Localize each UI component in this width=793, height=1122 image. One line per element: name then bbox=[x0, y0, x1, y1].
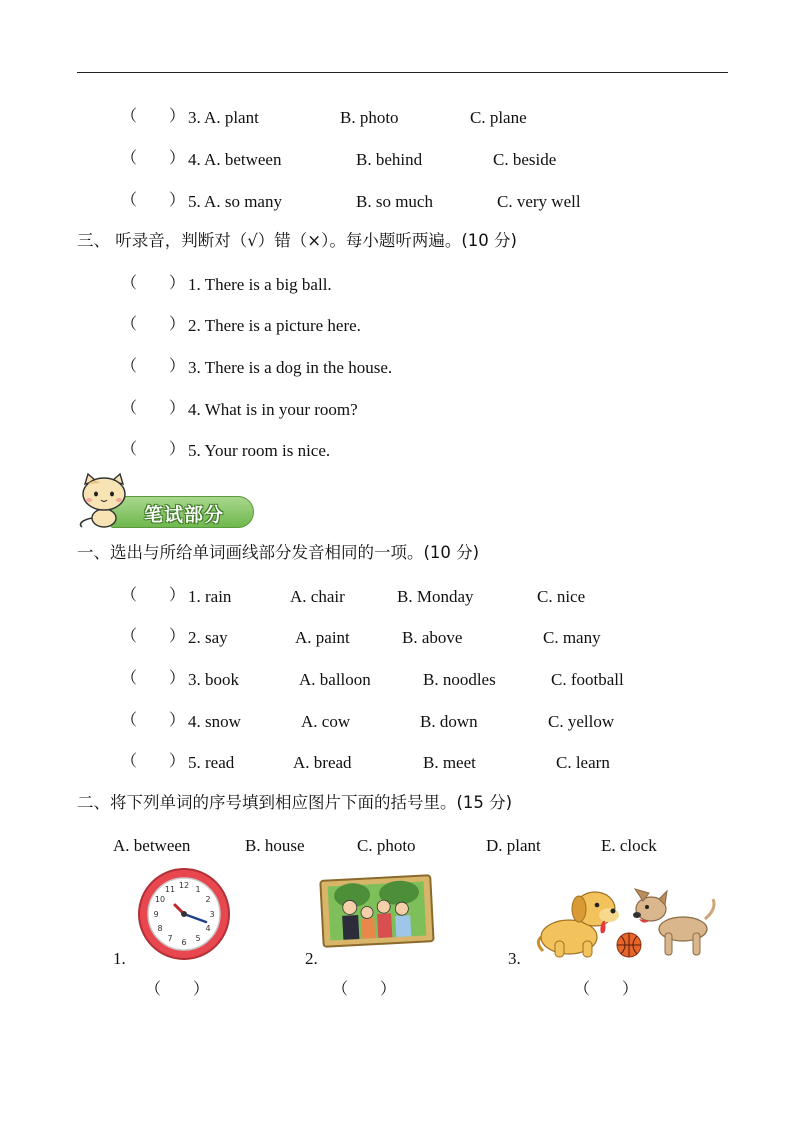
statement: 3. There is a dog in the house. bbox=[188, 358, 393, 377]
option-c: C. many bbox=[543, 628, 601, 647]
picture-number: 3. bbox=[508, 949, 521, 968]
option-c: C. nice bbox=[537, 587, 586, 606]
svg-text:5: 5 bbox=[195, 934, 201, 943]
option-b: B. noodles bbox=[423, 670, 496, 689]
svg-text:7: 7 bbox=[167, 934, 173, 943]
word-option: D. plant bbox=[486, 836, 541, 855]
question-stem: 4. A. between bbox=[188, 150, 282, 169]
clock-icon bbox=[137, 867, 231, 961]
answer-blank[interactable]: （ ） bbox=[121, 356, 186, 375]
option-a: A. cow bbox=[301, 712, 351, 731]
option-c: C. learn bbox=[556, 753, 610, 772]
given-word: 2. say bbox=[188, 628, 228, 647]
answer-blank[interactable]: （ ） bbox=[121, 626, 186, 645]
svg-text:6: 6 bbox=[181, 938, 187, 947]
picture-number: 2. bbox=[305, 949, 318, 968]
given-word: 5. read bbox=[188, 753, 235, 772]
svg-text:2: 2 bbox=[205, 895, 211, 904]
option-b: B. Monday bbox=[397, 587, 474, 606]
question-stem: 5. A. so many bbox=[188, 192, 282, 211]
word-option: C. photo bbox=[357, 836, 416, 855]
svg-text:12: 12 bbox=[178, 881, 190, 890]
option-b: B. down bbox=[420, 712, 478, 731]
option-b: B. above bbox=[402, 628, 463, 647]
answer-blank[interactable]: （ ） bbox=[121, 710, 186, 729]
word-option: A. between bbox=[113, 836, 191, 855]
option-c: C. beside bbox=[493, 150, 557, 169]
option-b: B. meet bbox=[423, 753, 476, 772]
statement: 4. What is in your room? bbox=[188, 400, 358, 419]
question-stem: 3. A. plant bbox=[188, 108, 259, 127]
svg-text:8: 8 bbox=[157, 924, 163, 933]
statement: 1. There is a big ball. bbox=[188, 275, 332, 294]
statement: 2. There is a picture here. bbox=[188, 316, 361, 335]
statement: 5. Your room is nice. bbox=[188, 441, 331, 460]
answer-blank[interactable]: （ ） bbox=[121, 148, 186, 167]
answer-blank[interactable]: （ ） bbox=[121, 585, 186, 604]
answer-blank[interactable]: （ ） bbox=[121, 751, 186, 770]
option-c: C. football bbox=[551, 670, 624, 689]
answer-blank[interactable]: （ ） bbox=[121, 190, 186, 209]
option-a: A. balloon bbox=[299, 670, 371, 689]
svg-text:1: 1 bbox=[195, 885, 201, 894]
answer-blank[interactable]: （ ） bbox=[121, 106, 186, 125]
option-a: A. chair bbox=[290, 587, 345, 606]
answer-blank[interactable]: （ ） bbox=[145, 979, 210, 998]
cat-mascot-icon bbox=[74, 474, 134, 530]
answer-blank[interactable]: （ ） bbox=[121, 398, 186, 417]
answer-blank[interactable]: （ ） bbox=[121, 273, 186, 292]
dogs-with-ball-icon bbox=[535, 879, 719, 961]
option-b: B. photo bbox=[340, 108, 399, 127]
word-option: E. clock bbox=[601, 836, 657, 855]
option-b: B. so much bbox=[356, 192, 433, 211]
svg-text:3: 3 bbox=[209, 910, 215, 919]
answer-blank[interactable]: （ ） bbox=[121, 439, 186, 458]
family-photo-icon bbox=[318, 874, 436, 950]
section-title: 三、 听录音，判断对（√）错（×）。每小题听两遍。(10 分) bbox=[77, 231, 517, 250]
given-word: 1. rain bbox=[188, 587, 232, 606]
option-c: C. yellow bbox=[548, 712, 615, 731]
given-word: 3. book bbox=[188, 670, 239, 689]
option-a: A. paint bbox=[295, 628, 350, 647]
answer-blank[interactable]: （ ） bbox=[121, 668, 186, 687]
svg-text:9: 9 bbox=[153, 910, 159, 919]
header-rule bbox=[77, 72, 728, 73]
svg-text:11: 11 bbox=[164, 885, 176, 894]
given-word: 4. snow bbox=[188, 712, 241, 731]
option-b: B. behind bbox=[356, 150, 423, 169]
section-title: 一、选出与所给单词画线部分发音相同的一项。(10 分) bbox=[77, 543, 480, 562]
svg-text:4: 4 bbox=[205, 924, 211, 933]
svg-text:10: 10 bbox=[154, 895, 166, 904]
answer-blank[interactable]: （ ） bbox=[121, 314, 186, 333]
section-title: 二、将下列单词的序号填到相应图片下面的括号里。(15 分) bbox=[77, 793, 513, 812]
option-a: A. bread bbox=[293, 753, 352, 772]
option-c: C. very well bbox=[497, 192, 581, 211]
answer-blank[interactable]: （ ） bbox=[574, 979, 639, 998]
written-part-label: 笔试部分 bbox=[144, 504, 225, 526]
word-option: B. house bbox=[245, 836, 305, 855]
picture-number: 1. bbox=[113, 949, 126, 968]
option-c: C. plane bbox=[470, 108, 527, 127]
answer-blank[interactable]: （ ） bbox=[332, 979, 397, 998]
